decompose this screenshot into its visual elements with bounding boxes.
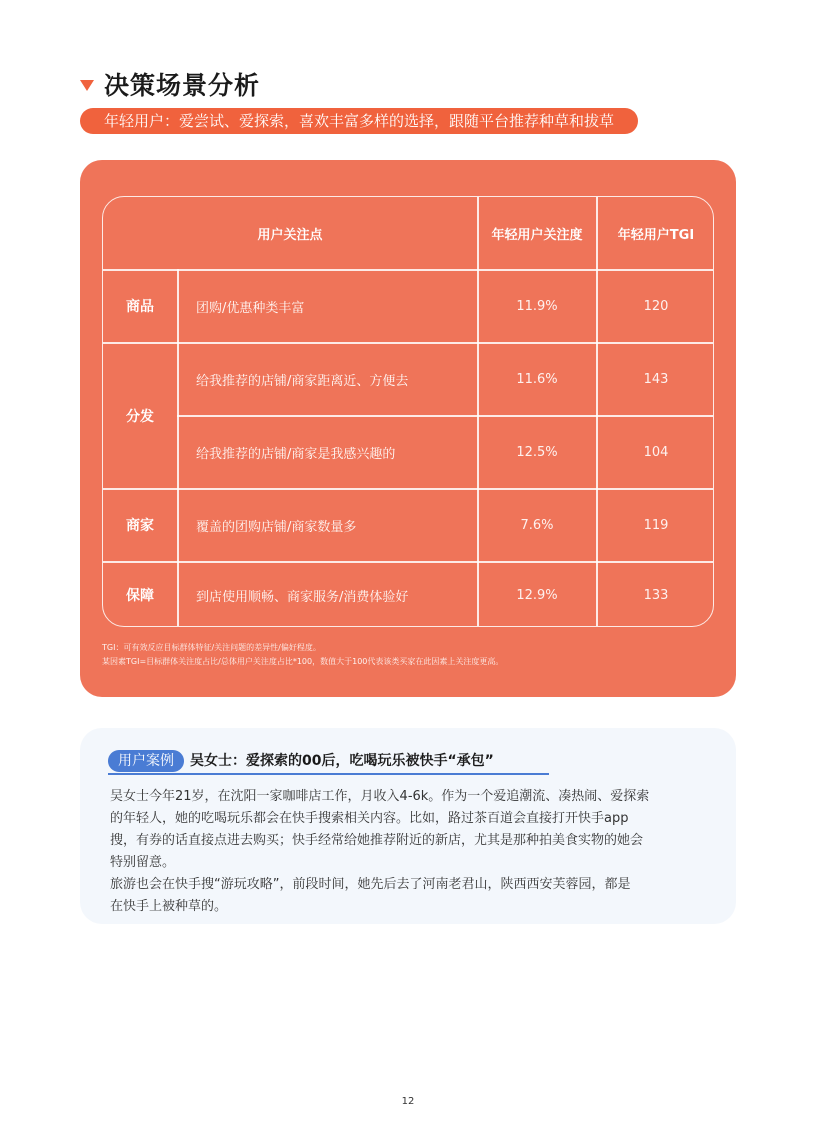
row-tgi: 143 bbox=[643, 371, 669, 387]
row-tgi: 104 bbox=[643, 444, 669, 460]
case-line: 的年轻人，她的吃喝玩乐都会在快手搜索相关内容。比如，路过茶百道会直接打开快手app bbox=[110, 811, 629, 826]
triangle-down-icon bbox=[80, 80, 94, 91]
case-title: 吴女士：爱探索的00后，吃喝玩乐被快手“承包” bbox=[190, 753, 494, 769]
row-item: 覆盖的团购店铺/商家数量多 bbox=[196, 519, 357, 535]
header-attention: 年轻用户关注度 bbox=[491, 227, 583, 243]
section-heading bbox=[80, 66, 260, 102]
row-tgi: 120 bbox=[643, 298, 669, 314]
footnote: 某因素TGI=目标群体关注度占比/总体用户关注度占比*100，数值大于100代表该类买家在此因素上关注度更高。 bbox=[102, 657, 504, 666]
footnote: TGI：可有效反应目标群体特征/关注问题的差异性/偏好程度。 bbox=[102, 643, 321, 652]
row-item: 给我推荐的店铺/商家距离近、方便去 bbox=[196, 373, 409, 389]
category-guarantee: 保障 bbox=[126, 588, 154, 604]
case-line: 在快手上被种草的。 bbox=[110, 899, 228, 914]
row-tgi: 119 bbox=[643, 517, 669, 533]
subtitle-banner: 年轻用户：爱尝试、爱探索，喜欢丰富多样的选择，跟随平台推荐种草和拔草 bbox=[80, 108, 638, 134]
case-line: 旅游也会在快手搜“游玩攻略”，前段时间，她先后去了河南老君山，陕西西安芙蓉园，都是 bbox=[110, 877, 631, 892]
decision-table bbox=[102, 196, 714, 627]
row-attention: 12.9% bbox=[516, 587, 558, 603]
category-distribution: 分发 bbox=[126, 408, 154, 425]
row-item: 团购/优惠种类丰富 bbox=[196, 300, 305, 316]
case-line: 吴女士今年21岁，在沈阳一家咖啡店工作，月收入4-6k。作为一个爱追潮流、凑热闹、爱探索 bbox=[110, 789, 650, 804]
user-case-card bbox=[80, 728, 736, 924]
case-line: 搜，有券的话直接点进去购买；快手经常给她推荐附近的新店，尤其是那种拍美食实物的她会 bbox=[110, 833, 644, 848]
page-title: 决策场景分析 bbox=[104, 71, 261, 100]
row-attention: 11.9% bbox=[516, 298, 558, 314]
row-attention: 11.6% bbox=[516, 371, 558, 387]
case-body bbox=[110, 786, 710, 918]
case-tag-badge: 用户案例 bbox=[108, 750, 184, 772]
table-panel bbox=[80, 160, 736, 697]
category-goods: 商品 bbox=[126, 299, 154, 315]
case-title-underline bbox=[108, 773, 549, 775]
row-item: 到店使用顺畅、商家服务/消费体验好 bbox=[196, 589, 409, 605]
row-attention: 7.6% bbox=[520, 517, 554, 533]
header-tgi: 年轻用户TGI bbox=[617, 227, 695, 243]
row-attention: 12.5% bbox=[516, 444, 558, 460]
header-focus-point: 用户关注点 bbox=[257, 227, 323, 243]
row-tgi: 133 bbox=[643, 587, 669, 603]
row-item: 给我推荐的店铺/商家是我感兴趣的 bbox=[196, 446, 396, 462]
case-header bbox=[108, 750, 494, 772]
category-merchant: 商家 bbox=[126, 518, 154, 534]
case-line: 特别留意。 bbox=[110, 855, 176, 870]
page-number: 12 bbox=[401, 1096, 415, 1107]
